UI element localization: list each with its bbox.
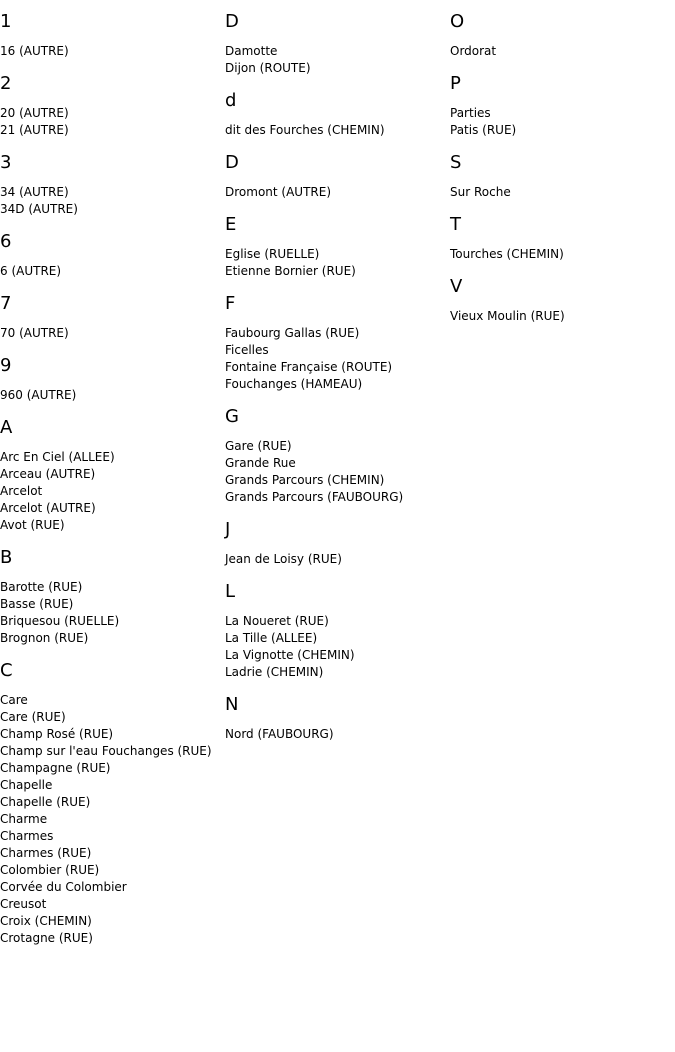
street-list [0, 449, 222, 534]
street-list-item[interactable]: Colombier (RUE) [0, 863, 100, 877]
street-list-item[interactable]: Ladrie (CHEMIN) [225, 665, 324, 679]
street-list [0, 263, 222, 280]
street-list-item[interactable]: 70 (AUTRE) [0, 326, 69, 340]
street-list-item[interactable]: Corvée du Colombier [0, 880, 127, 894]
street-list [225, 246, 447, 280]
street-list-item[interactable]: Grands Parcours (FAUBOURG) [225, 490, 404, 504]
street-list-item[interactable]: Ficelles [225, 343, 269, 357]
street-list [225, 726, 447, 743]
letter-group [0, 417, 222, 534]
letter-group [225, 293, 447, 393]
street-list-item[interactable]: Champagne (RUE) [0, 761, 111, 775]
street-list [225, 122, 447, 139]
street-list-item[interactable]: Arc En Ciel (ALLEE) [0, 450, 115, 464]
street-list-item[interactable]: Etienne Bornier (RUE) [225, 264, 356, 278]
group-letter-heading: C [0, 660, 13, 681]
street-list-item[interactable]: 16 (AUTRE) [0, 44, 69, 58]
group-letter-heading: O [450, 11, 465, 32]
street-list-item[interactable]: Sur Roche [450, 185, 511, 199]
group-letter-heading: B [0, 547, 13, 568]
group-letter-heading: D [225, 11, 239, 32]
street-list-item[interactable]: 21 (AUTRE) [0, 123, 69, 137]
street-list-item[interactable]: Faubourg Gallas (RUE) [225, 326, 360, 340]
letter-group [225, 519, 447, 568]
letter-group [225, 214, 447, 280]
street-list-item[interactable]: La Vignotte (CHEMIN) [225, 648, 355, 662]
street-list [450, 43, 672, 60]
street-list-item[interactable]: Briquesou (RUELLE) [0, 614, 120, 628]
letter-group [450, 73, 672, 139]
street-list-item[interactable]: 6 (AUTRE) [0, 264, 62, 278]
street-list-item[interactable]: Eglise (RUELLE) [225, 247, 320, 261]
street-list-item[interactable]: Arceau (AUTRE) [0, 467, 96, 481]
street-list-item[interactable]: Chapelle [0, 778, 53, 792]
street-list-item[interactable]: Care (RUE) [0, 710, 66, 724]
group-letter-heading: T [450, 214, 461, 235]
group-letter-heading: J [225, 519, 231, 540]
street-list-item[interactable]: La Noueret (RUE) [225, 614, 329, 628]
letter-group [0, 152, 222, 218]
letter-group [0, 231, 222, 280]
column-2 [225, 0, 447, 743]
group-letter-heading: A [0, 417, 13, 438]
group-letter-heading: 9 [0, 355, 12, 376]
street-list-item[interactable]: Fontaine Française (ROUTE) [225, 360, 393, 374]
letter-group [450, 214, 672, 263]
street-list-item[interactable]: Vieux Moulin (RUE) [450, 309, 565, 323]
street-list-item[interactable]: Champ Rosé (RUE) [0, 727, 114, 741]
letter-group [0, 547, 222, 647]
street-list [225, 184, 447, 201]
street-list-item[interactable]: Crotagne (RUE) [0, 931, 93, 945]
group-letter-heading: E [225, 214, 237, 235]
street-list-item[interactable]: Tourches (CHEMIN) [450, 247, 564, 261]
letter-group [450, 152, 672, 201]
letter-group [225, 11, 447, 77]
street-list [450, 105, 672, 139]
group-letter-heading: N [225, 694, 239, 715]
street-list-item[interactable]: Arcelot (AUTRE) [0, 501, 96, 515]
group-letter-heading: 2 [0, 73, 12, 94]
street-list [450, 246, 672, 263]
street-list [0, 579, 222, 647]
letter-group [450, 276, 672, 325]
street-list [450, 184, 672, 201]
street-list-item[interactable]: Dromont (AUTRE) [225, 185, 332, 199]
group-letter-heading: P [450, 73, 461, 94]
street-list-item[interactable]: 20 (AUTRE) [0, 106, 69, 120]
street-list-item[interactable]: Patis (RUE) [450, 123, 517, 137]
street-list-item[interactable]: Avot (RUE) [0, 518, 65, 532]
street-list-item[interactable]: Jean de Loisy (RUE) [225, 552, 342, 566]
street-list [225, 438, 447, 506]
street-list-item[interactable]: Basse (RUE) [0, 597, 74, 611]
street-list [0, 387, 222, 404]
street-list [225, 43, 447, 77]
street-list-item[interactable]: Care [0, 693, 28, 707]
street-list-item[interactable]: Charmes (RUE) [0, 846, 92, 860]
letter-group [225, 694, 447, 743]
street-list-item[interactable]: Croix (CHEMIN) [0, 914, 92, 928]
group-letter-heading: 7 [0, 293, 12, 314]
group-letter-heading: L [225, 581, 236, 602]
letter-group [0, 293, 222, 342]
letter-group [0, 11, 222, 60]
street-list-item[interactable]: Brognon (RUE) [0, 631, 89, 645]
street-list [0, 692, 222, 947]
street-list-item[interactable]: dit des Fourches (CHEMIN) [225, 123, 385, 137]
street-list [225, 325, 447, 393]
letter-group [0, 660, 222, 947]
letter-group [225, 90, 447, 139]
street-list-item[interactable]: 34 (AUTRE) [0, 185, 69, 199]
letter-group [450, 11, 672, 60]
group-letter-heading: 6 [0, 231, 12, 252]
street-list-item[interactable]: Charmes [0, 829, 54, 843]
street-list-item[interactable]: Gare (RUE) [225, 439, 292, 453]
street-list-item[interactable]: Grande Rue [225, 456, 296, 470]
street-list-item[interactable]: Damotte [225, 44, 278, 58]
letter-group [0, 355, 222, 404]
letter-group [225, 152, 447, 201]
street-list-item[interactable]: Chapelle (RUE) [0, 795, 91, 809]
group-letter-heading: d [225, 90, 237, 111]
group-letter-heading: S [450, 152, 462, 173]
column-3 [450, 0, 672, 325]
letter-group [225, 406, 447, 506]
street-list [0, 325, 222, 342]
group-letter-heading: F [225, 293, 236, 314]
street-list-item[interactable]: Grands Parcours (CHEMIN) [225, 473, 385, 487]
group-letter-heading: G [225, 406, 239, 427]
street-list [225, 613, 447, 681]
street-list-item[interactable]: Nord (FAUBOURG) [225, 727, 334, 741]
street-list [0, 105, 222, 139]
street-list [0, 184, 222, 218]
letter-group [0, 73, 222, 139]
group-letter-heading: 1 [0, 11, 12, 32]
street-list-item[interactable]: Creusot [0, 897, 47, 911]
street-list-item[interactable]: Ordorat [450, 44, 497, 58]
letter-group [225, 581, 447, 681]
street-list-item[interactable]: 960 (AUTRE) [0, 388, 77, 402]
street-list-item[interactable]: Parties [450, 106, 491, 120]
street-list-item[interactable]: 34D (AUTRE) [0, 202, 78, 216]
street-list-item[interactable]: Champ sur l'eau Fouchanges (RUE) [0, 744, 212, 758]
group-letter-heading: 3 [0, 152, 12, 173]
street-list-item[interactable]: Fouchanges (HAMEAU) [225, 377, 363, 391]
column-1 [0, 0, 222, 947]
group-letter-heading: V [450, 276, 463, 297]
street-list [450, 308, 672, 325]
group-letter-heading: D [225, 152, 239, 173]
street-list-item[interactable]: Barotte (RUE) [0, 580, 83, 594]
street-list-item[interactable]: Dijon (ROUTE) [225, 61, 311, 75]
street-list-item[interactable]: La Tille (ALLEE) [225, 631, 318, 645]
street-list [0, 43, 222, 60]
street-list [225, 551, 447, 568]
street-list-item[interactable]: Charme [0, 812, 48, 826]
street-list-item[interactable]: Arcelot [0, 484, 43, 498]
